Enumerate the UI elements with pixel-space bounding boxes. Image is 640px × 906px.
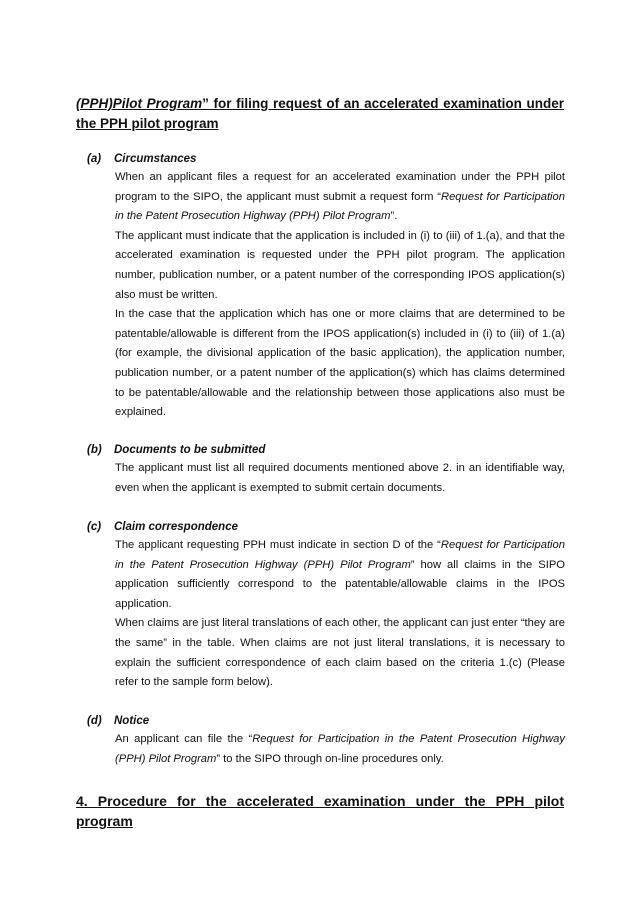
section-c-paragraph-1 [115,536,565,614]
section-b-paragraph-1: The applicant must list all required documents mentioned above 2. in an identifiable way, even when the applicant is exempted to submit certain documents. [115,462,565,494]
text-run: ” how all claims in the SIPO application sufficiently correspond to the patentable/allowable claims in the IPOS application. [115,558,565,610]
text-run: ”. [390,210,398,223]
heading-rest: ” for filing request of an accelerated examination under the PPH pilot program [76,96,564,131]
section-d-heading [87,712,565,730]
section-heading-top [76,94,564,134]
section-a-paragraph-3: In the case that the application which has one or more claims that are determined to be patentable/allowable is different from the IPOS application(s) included in (i) to (iii) of 1.(a) (for example, the divisional application of the basic application), the application number, publication number, or a patent number of the application(s) which has claims determined to be patentable/allowable and the relationship between those applications also must be explained. [115,308,565,419]
section-a [87,150,565,423]
section-b-letter: (b) [87,444,102,456]
section-c-heading [87,518,565,536]
section-b [87,441,565,498]
section-heading-4: 4. Procedure for the accelerated examination under the PPH pilot program [76,793,564,829]
text-run: The applicant requesting PPH must indicate in section D of the “ [115,539,441,551]
section-d-letter: (d) [87,715,102,727]
text-run: An applicant can file the “ [115,733,253,745]
section-d [87,712,565,769]
section-b-heading [87,441,565,459]
section-b-title: Documents to be submitted [114,444,266,456]
section-a-paragraph-1 [115,168,565,227]
section-a-heading [87,150,565,168]
heading-italic-part: (PPH)Pilot Program [76,96,203,111]
form-title-italic: Request for Participation in the Patent Prosecution Highway (PPH) Pilot Program [115,733,565,765]
section-c-letter: (c) [87,521,102,533]
section-c-title: Claim correspondence [114,521,238,533]
text-run: When an applicant files a request for an accelerated examination under the PPH pilot program to the SIPO, the applicant must submit a request form “ [115,171,565,203]
form-title-italic: Request for Participation in the Patent Prosecution Highway (PPH) Pilot Program [115,539,565,571]
section-d-paragraph-1 [115,730,565,769]
section-c [87,518,565,693]
section-a-letter: (a) [87,153,102,165]
section-a-title: Circumstances [114,153,197,165]
section-a-paragraph-2: The applicant must indicate that the application is included in (i) to (iii) of 1.(a), and that the accelerated examination is requested under the PPH pilot program. The application number, publication number, or a patent number of the corresponding IPOS application(s) also must be written. [115,229,565,301]
text-run: ” to the SIPO through on-line procedures only. [216,752,444,765]
form-title-italic: Request for Participation in the Patent Prosecution Highway (PPH) Pilot Program [115,190,565,223]
section-d-title: Notice [114,715,150,727]
section-c-paragraph-2: When claims are just literal translations of each other, the applicant can just enter “they are the same” in the table. When claims are not just literal translations, it is necessary to explain the sufficient correspondence of each claim based on the criteria 1.(c) (Please refer to the sample form below). [115,617,565,689]
